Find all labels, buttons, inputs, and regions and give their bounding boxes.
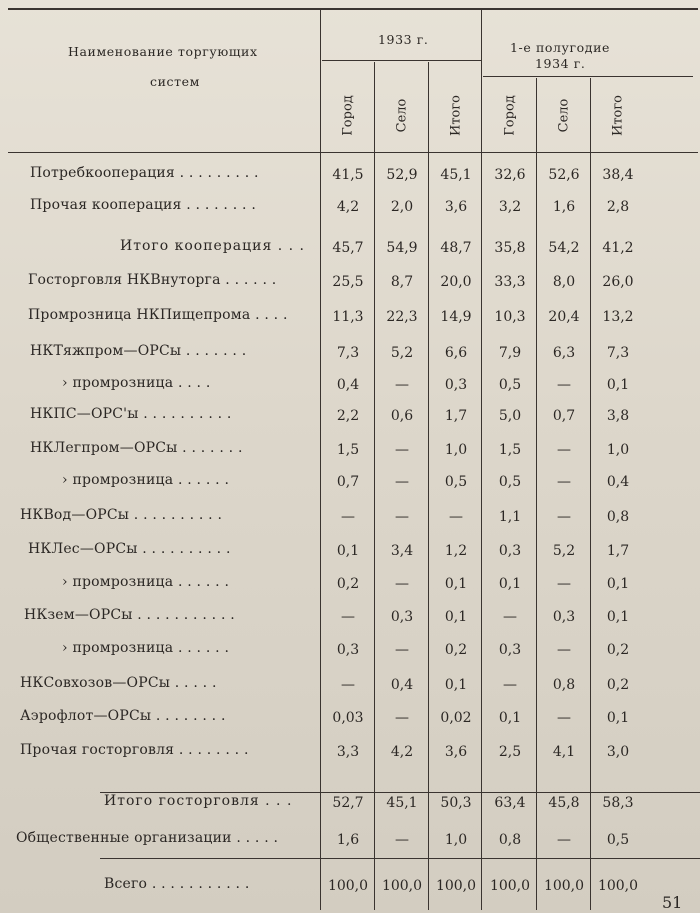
table-cell: 100,0 [381, 878, 423, 894]
table-cell: — [395, 377, 409, 393]
header-sep-1933 [322, 60, 482, 61]
table-cell: 1,5 [498, 442, 522, 458]
table-cell: 1,0 [444, 832, 468, 848]
table-cell: 1,7 [444, 408, 468, 424]
table-cell: 50,3 [440, 795, 472, 811]
table-cell: — [395, 442, 409, 458]
row-label: НКСовхозов—ОРСы . . . . . [20, 675, 217, 691]
subcol-village-1934: Село [556, 98, 572, 133]
table-cell: 100,0 [543, 878, 585, 894]
table-cell: 0,7 [552, 408, 576, 424]
top-rule [8, 8, 698, 10]
table-cell: 3,8 [606, 408, 630, 424]
table-cell: 100,0 [435, 878, 477, 894]
period-1933-header: 1933 г. [378, 32, 429, 47]
subcol-city-1934: Город [502, 95, 518, 136]
table-cell: 3,3 [336, 744, 360, 760]
table-cell: 0,1 [444, 677, 468, 693]
table-cell: 6,6 [444, 345, 468, 361]
table-cell: 5,2 [390, 345, 414, 361]
row-label: Всего . . . . . . . . . . . [104, 876, 250, 892]
table-cell: 0,2 [444, 642, 468, 658]
row-label: Госторговля НКВнуторга . . . . . . [28, 272, 277, 288]
table-cell: 0,2 [606, 677, 630, 693]
table-cell: 54,9 [386, 240, 418, 256]
table-cell: 11,3 [332, 309, 364, 325]
table-cell: 58,3 [602, 795, 634, 811]
subcol-total-1933: Итого [448, 95, 464, 136]
table-cell: 8,7 [390, 274, 414, 290]
table-cell: 3,2 [498, 199, 522, 215]
table-cell: — [557, 832, 571, 848]
row-label: › промрозница . . . . . . [62, 472, 230, 488]
table-cell: 0,1 [606, 377, 630, 393]
row-label: Прочая кооперация . . . . . . . . [30, 197, 256, 213]
table-cell: 52,6 [548, 167, 580, 183]
table-cell: 35,8 [494, 240, 526, 256]
table-cell: — [449, 509, 463, 525]
row-label: Аэрофлот—ОРСы . . . . . . . . [20, 708, 226, 724]
table-cell: 7,3 [336, 345, 360, 361]
table-cell: 0,1 [606, 609, 630, 625]
name-col-border [320, 10, 321, 910]
row-label: Итого кооперация . . . [120, 238, 305, 254]
table-cell: 0,3 [390, 609, 414, 625]
table-cell: — [503, 677, 517, 693]
table-cell: 1,7 [606, 543, 630, 559]
table-cell: 1,5 [336, 442, 360, 458]
table-cell: — [395, 832, 409, 848]
table-cell: 20,0 [440, 274, 472, 290]
table-cell: 0,5 [606, 832, 630, 848]
table-cell: 0,02 [440, 710, 472, 726]
table-cell: — [395, 576, 409, 592]
table-cell: 0,1 [336, 543, 360, 559]
row-label: НКзем—ОРСы . . . . . . . . . . . [24, 607, 235, 623]
table-cell: 52,9 [386, 167, 418, 183]
table-cell: 3,6 [444, 199, 468, 215]
page-number: 51 [662, 893, 683, 912]
table-cell: 10,3 [494, 309, 526, 325]
table-cell: — [557, 642, 571, 658]
table-cell: 0,6 [390, 408, 414, 424]
table-cell: 4,2 [390, 744, 414, 760]
table-cell: 5,0 [498, 408, 522, 424]
table-cell: 26,0 [602, 274, 634, 290]
table-cell: 41,2 [602, 240, 634, 256]
row-label: НКЛегпром—ОРСы . . . . . . . [30, 440, 243, 456]
table-cell: 0,1 [606, 710, 630, 726]
period-1934-header-1: 1-е полугодие [510, 40, 610, 55]
table-cell: 100,0 [597, 878, 639, 894]
subcol-village-1933: Село [394, 98, 410, 133]
table-cell: 32,6 [494, 167, 526, 183]
table-cell: 0,8 [606, 509, 630, 525]
table-cell: 1,2 [444, 543, 468, 559]
table-cell: — [557, 576, 571, 592]
table-cell: — [395, 710, 409, 726]
table-cell: 0,8 [552, 677, 576, 693]
table-cell: — [341, 509, 355, 525]
table-cell: 0,7 [336, 474, 360, 490]
row-label: НКТяжпром—ОРСы . . . . . . . [30, 343, 247, 359]
table-cell: 0,8 [498, 832, 522, 848]
table-cell: 33,3 [494, 274, 526, 290]
header-bottom-rule [8, 152, 698, 153]
table-cell: 52,7 [332, 795, 364, 811]
table-cell: 4,2 [336, 199, 360, 215]
table-cell: 2,8 [606, 199, 630, 215]
row-label: › промрозница . . . . . . [62, 640, 230, 656]
table-cell: 45,8 [548, 795, 580, 811]
table-cell: 0,5 [498, 377, 522, 393]
row-label: Общественные организации . . . . . [16, 830, 279, 846]
row-label: Прочая госторговля . . . . . . . . [20, 742, 249, 758]
table-cell: 0,4 [606, 474, 630, 490]
table-cell: 48,7 [440, 240, 472, 256]
table-cell: 1,6 [552, 199, 576, 215]
subcol-city-1933: Город [340, 95, 356, 136]
table-cell: — [557, 442, 571, 458]
table-cell: 0,3 [444, 377, 468, 393]
row-label: › промрозница . . . . . . [62, 574, 230, 590]
table-cell: 0,1 [444, 576, 468, 592]
header-sep-1934 [483, 76, 693, 77]
table-cell: 1,1 [498, 509, 522, 525]
row-label: НКПС—ОРС'ы . . . . . . . . . . [30, 406, 232, 422]
table-cell: 0,4 [336, 377, 360, 393]
name-col-header-1: Наименование торгующих [68, 44, 258, 59]
table-cell: 7,3 [606, 345, 630, 361]
table-cell: 0,1 [444, 609, 468, 625]
table-cell: 45,7 [332, 240, 364, 256]
table-cell: 0,3 [498, 642, 522, 658]
table-cell: 0,1 [606, 576, 630, 592]
name-col-header-2: систем [150, 74, 200, 89]
year-col-border [481, 10, 482, 910]
table-cell: 0,2 [606, 642, 630, 658]
table-cell: 0,5 [498, 474, 522, 490]
table-cell: 3,0 [606, 744, 630, 760]
table-cell: 3,6 [444, 744, 468, 760]
table-cell: — [341, 677, 355, 693]
table-cell: 1,0 [606, 442, 630, 458]
table-cell: 45,1 [440, 167, 472, 183]
table-cell: 14,9 [440, 309, 472, 325]
row-label: › промрозница . . . . [62, 375, 211, 391]
table-cell: 7,9 [498, 345, 522, 361]
table-cell: 100,0 [327, 878, 369, 894]
table-cell: 38,4 [602, 167, 634, 183]
table-cell: 22,3 [386, 309, 418, 325]
table-cell: 2,0 [390, 199, 414, 215]
table-cell: 0,3 [498, 543, 522, 559]
table-cell: 45,1 [386, 795, 418, 811]
period-1934-header-2: 1934 г. [535, 56, 586, 71]
table-cell: 54,2 [548, 240, 580, 256]
table-cell: 41,5 [332, 167, 364, 183]
table-cell: 0,3 [552, 609, 576, 625]
table-cell: 13,2 [602, 309, 634, 325]
row-label: Итого госторговля . . . [104, 793, 293, 809]
table-cell: 0,5 [444, 474, 468, 490]
table-cell: 2,5 [498, 744, 522, 760]
table-cell: — [557, 710, 571, 726]
table-cell: 0,2 [336, 576, 360, 592]
table-cell: 0,3 [336, 642, 360, 658]
total-top-rule [100, 858, 700, 859]
table-cell: 0,1 [498, 710, 522, 726]
table-cell: 5,2 [552, 543, 576, 559]
row-label: Потребкооперация . . . . . . . . . [30, 165, 259, 181]
table-cell: 2,2 [336, 408, 360, 424]
table-cell: — [503, 609, 517, 625]
table-cell: 20,4 [548, 309, 580, 325]
table-cell: 8,0 [552, 274, 576, 290]
table-cell: — [341, 609, 355, 625]
row-label: Промрозница НКПищепрома . . . . [28, 307, 288, 323]
table-cell: 100,0 [489, 878, 531, 894]
table-cell: — [557, 474, 571, 490]
table-cell: — [557, 509, 571, 525]
table-cell: 0,4 [390, 677, 414, 693]
table-cell: 6,3 [552, 345, 576, 361]
table-cell: 1,6 [336, 832, 360, 848]
table-cell: 25,5 [332, 274, 364, 290]
table-cell: 0,03 [332, 710, 364, 726]
table-cell: 63,4 [494, 795, 526, 811]
table-cell: 0,1 [498, 576, 522, 592]
table-cell: — [557, 377, 571, 393]
table-cell: — [395, 509, 409, 525]
table-cell: 3,4 [390, 543, 414, 559]
row-label: НКЛес—ОРСы . . . . . . . . . . [28, 541, 231, 557]
table-cell: 1,0 [444, 442, 468, 458]
table-cell: — [395, 642, 409, 658]
table-cell: — [395, 474, 409, 490]
subcol-total-1934: Итого [610, 95, 626, 136]
table-cell: 4,1 [552, 744, 576, 760]
row-label: НКВод—ОРСы . . . . . . . . . . [20, 507, 223, 523]
